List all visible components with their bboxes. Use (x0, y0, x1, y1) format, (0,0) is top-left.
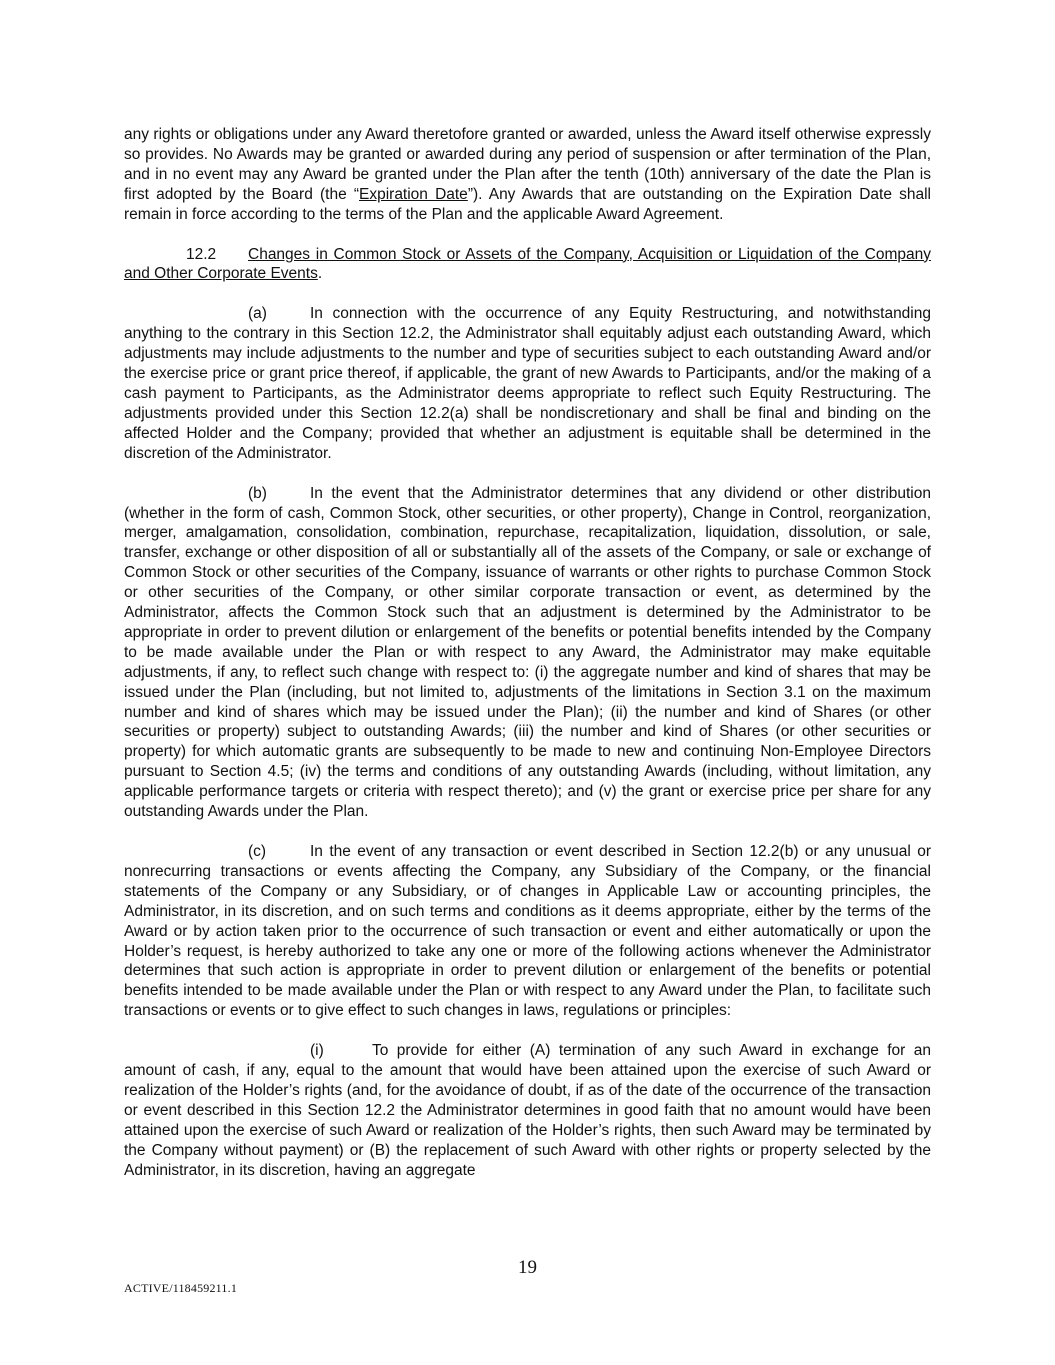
paragraph-a-label: (a) (248, 305, 267, 323)
section-heading-12-2 (124, 245, 931, 285)
subparagraph-i-label: (i) (310, 1042, 324, 1060)
section-number: 12.2 (186, 245, 217, 263)
page-number: 19 (518, 1257, 537, 1278)
paragraph-b-text: In the event that the Administrator determines that any dividend or other distribution (whether in the form of cash, Common Stock, other securities, or other property), Change in Control, reorganization, merger, amalgamation, consolidation, combination, repurchase, recapitalization, liquidation, dissolution, or sale, transfer, exchange or other disposition of all or substantially all of the assets of the Company, or sale or exchange of Common Stock or other securities of the Company, issuance of warrants or other rights to purchase Common Stock or other securities of the Company, or other similar corporate transaction or event, as determined by the Administrator, affects the Common Stock such that an adjustment is determined by the Administrator to be appropriate in order to prevent dilution or enlargement of the benefits or potential benefits intended by the Company to be made available under the Plan or with respect to any Award, the Administrator may make equitable adjustments, if any, to reflect such change with respect to: (i) the aggregate number and kind of shares that may be issued under the Plan (including, but not limited to, adjustments of the limitations in Section 3.1 on the maximum number and kind of shares which may be issued under the Plan); (ii) the number and kind of Shares (or other securities or property) subject to outstanding Awards; (iii) the number and kind of Shares (or other securities or property) for which automatic grants are subsequently to be made to new and continuing Non-Employee Directors pursuant to Section 4.5; (iv) the terms and conditions of any outstanding Awards (including, without limitation, any applicable performance targets or criteria with respect thereto); and (v) the grant or exercise price per share for any outstanding Awards under the Plan. (124, 484, 931, 821)
paragraph-a (124, 304, 931, 463)
paragraph-c (124, 842, 931, 1021)
paragraph-intro (124, 125, 931, 225)
section-title-period: . (317, 265, 323, 283)
section-title: Changes in Common Stock or Assets of the Company, Acquisition or Liquidation of the Company and Other Corporate Events (124, 245, 931, 283)
paragraph-c-label: (c) (248, 843, 267, 860)
paragraph-b (124, 484, 931, 822)
intro-text-start: any rights or obligations under any Award theretofore granted or awarded, unless the Award itself otherwise expressly so provides. No Awards may be granted or awarded during any period of suspension or after termination of the Plan, and in no event may any Award be granted under the Plan after the tenth (10th) anniversary of the date the Plan is first adopted by the Board (the “ (124, 126, 931, 203)
defined-term-expiration-date: Expiration Date (359, 185, 468, 203)
document-body (124, 125, 931, 1201)
paragraph-c-text: In the event of any transaction or event described in Section 12.2(b) or any unusual or nonrecurring transactions or events affecting the Company, any Subsidiary of the Company, or the financial statements of the Company or any Subsidiary, or of changes in Applicable Law or accounting principles, the Administrator, in its discretion, and on such terms and conditions as it deems appropriate, either by the terms of the Award or by action taken prior to the occurrence of such transaction or event and either automatically or upon the Holder’s request, is hereby authorized to take any one or more of the following actions whenever the Administrator determines that such action is appropriate in order to prevent dilution or enlargement of the benefits or potential benefits intended to be made available under the Plan or with respect to any Award under the Plan, to facilitate such transactions or events or to give effect to such changes in laws, regulations or principles: (124, 843, 931, 1020)
paragraph-a-text: In connection with the occurrence of any Equity Restructuring, and notwithstanding anything to the contrary in this Section 12.2, the Administrator shall equitably adjust each outstanding Award, which adjustments may include adjustments to the number and type of securities subject to each outstanding Award and/or the exercise price or grant price thereof, if applicable, the grant of new Awards to Participants, and/or the making of a cash payment to Participants, as the Administrator deems appropriate to reflect such Equity Restructuring. The adjustments provided under this Section 12.2(a) shall be nondiscretionary and shall be final and binding on the affected Holder and the Company; provided that whether an adjustment is equitable shall be determined in the discretion of the Administrator. (124, 305, 931, 462)
intro-text-end: ”). Any Awards that are outstanding on the Expiration Date shall remain in force according to the terms of the Plan and the applicable Award Agreement. (124, 185, 931, 223)
subparagraph-i (124, 1041, 931, 1180)
paragraph-b-label: (b) (248, 484, 267, 502)
subparagraph-i-text: To provide for either (A) termination of any such Award in exchange for an amount of cash, if any, equal to the amount that would have been attained upon the exercise of such Award or realization of the Holder’s rights (and, for the avoidance of doubt, if as of the date of the occurrence of the transaction or event described in this Section 12.2 the Administrator determines in good faith that no amount would have been attained upon the exercise of such Award or realization of the Holder’s rights, then such Award may be terminated by the Company without payment) or (B) the replacement of such Award with other rights or property selected by the Administrator, in its discretion, having an aggregate (124, 1042, 931, 1179)
document-id: ACTIVE/118459211.1 (124, 1281, 238, 1295)
